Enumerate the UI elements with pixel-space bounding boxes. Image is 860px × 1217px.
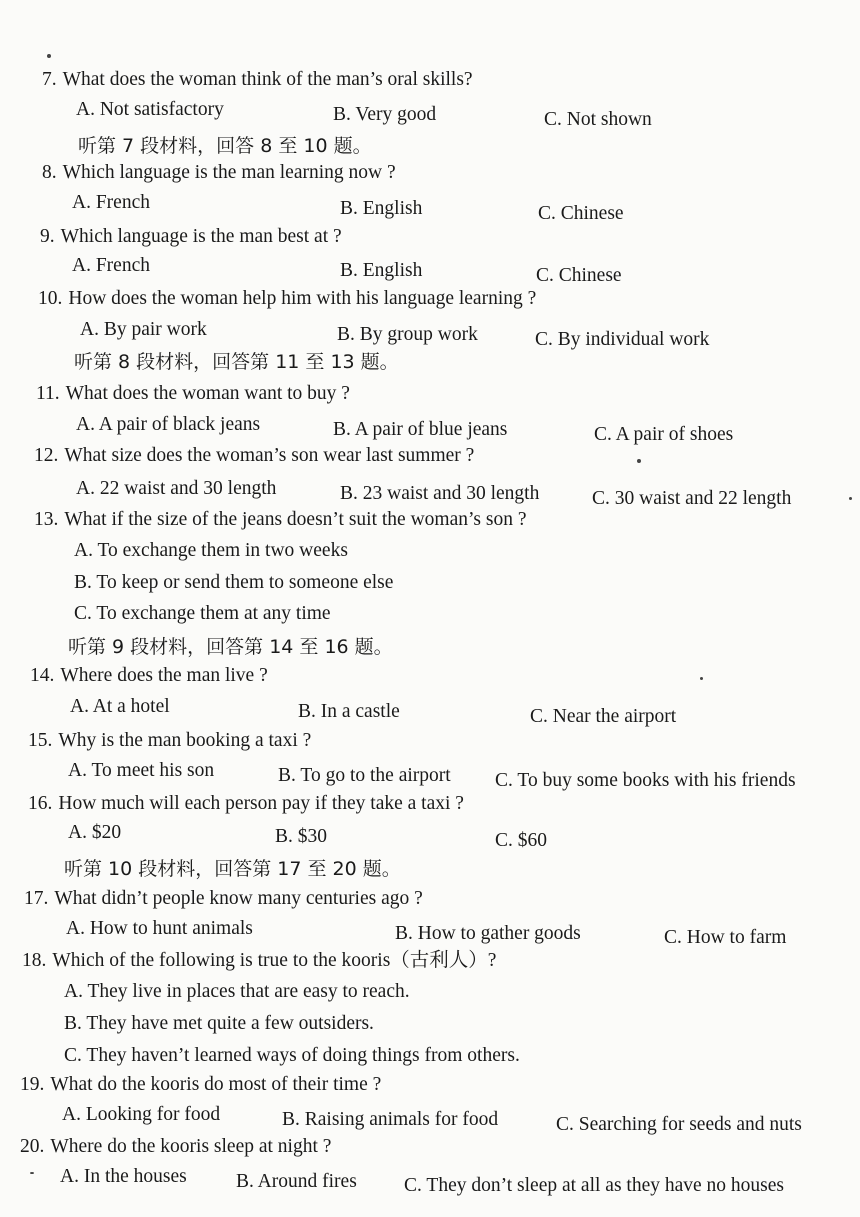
question-17: 17. What didn’t people know many centuries ago ? [24,888,423,909]
option-11a: A. A pair of black jeans [76,414,261,435]
question-9: 9. Which language is the man best at ? [40,226,342,247]
question-10: 10. How does the woman help him with his language learning ? [38,288,537,309]
option-19c: C. Searching for seeds and nuts [556,1114,802,1135]
option-20c: C. They don’t sleep at all as they have no houses [404,1175,784,1196]
question-19: 19. What do the kooris do most of their time ? [20,1074,382,1095]
question-text: Which language is the man best at ? [60,226,342,247]
question-7: 7. What does the woman think of the man’s oral skills? [42,69,473,90]
option-14a: A. At a hotel [70,696,170,717]
option-8a: A. French [72,192,150,213]
scan-speck [47,54,51,58]
question-text: What do the kooris do most of their time ? [50,1074,382,1095]
option-20b: B. Around fires [236,1171,357,1192]
option-8b: B. English [340,198,423,219]
option-13a: A. To exchange them in two weeks [74,540,348,561]
question-text: What does the woman want to buy ? [65,383,350,404]
question-text: Which language is the man learning now ? [62,162,396,183]
question-13: 13. What if the size of the jeans doesn’t suit the woman’s son ? [34,509,527,530]
question-14: 14. Where does the man live ? [30,665,268,686]
option-9b: B. English [340,260,423,281]
option-13b: B. To keep or send them to someone else [74,572,394,593]
option-15a: A. To meet his son [68,760,215,781]
section-instruction-10: 听第 10 段材料，回答第 17 至 20 题。 [64,858,401,880]
question-16: 16. How much will each person pay if they take a taxi ? [28,793,464,814]
option-12b: B. 23 waist and 30 length [340,483,540,504]
scan-speck [30,1172,34,1174]
option-9c: C. Chinese [536,265,622,286]
question-text: Where do the kooris sleep at night ? [50,1136,332,1157]
question-8: 8. Which language is the man learning now ? [42,162,396,183]
scan-speck [637,459,641,463]
option-12a: A. 22 waist and 30 length [76,478,277,499]
option-17c: C. How to farm [664,927,787,948]
question-text: What didn’t people know many centuries ago ? [54,888,423,909]
option-18b: B. They have met quite a few outsiders. [64,1013,374,1034]
question-18: 18. Which of the following is true to the kooris（古利人）? [22,950,497,971]
option-10a: A. By pair work [80,319,207,340]
option-18a: A. They live in places that are easy to reach. [64,981,410,1002]
option-16b: B. $30 [275,826,328,847]
section-instruction-8: 听第 8 段材料，回答第 11 至 13 题。 [74,351,399,373]
question-11: 11. What does the woman want to buy ? [36,383,350,404]
option-17a: A. How to hunt animals [66,918,253,939]
option-9a: A. French [72,255,150,276]
option-19b: B. Raising animals for food [282,1109,499,1130]
option-15b: B. To go to the airport [278,765,451,786]
question-text: Which of the following is true to the kooris（古利人）? [52,950,497,971]
scan-speck [849,497,852,500]
option-8c: C. Chinese [538,203,624,224]
question-text: Where does the man live ? [60,665,268,686]
option-17b: B. How to gather goods [395,923,581,944]
question-20: 20. Where do the kooris sleep at night ? [20,1136,332,1157]
option-18c: C. They haven’t learned ways of doing things from others. [64,1045,520,1066]
option-19a: A. Looking for food [62,1104,221,1125]
option-11c: C. A pair of shoes [594,424,734,445]
question-text: What if the size of the jeans doesn’t suit the woman’s son ? [64,509,527,530]
option-14b: B. In a castle [298,701,400,722]
question-text: How does the woman help him with his language learning ? [68,288,537,309]
option-10c: C. By individual work [535,329,710,350]
scan-speck [700,677,703,680]
option-11b: B. A pair of blue jeans [333,419,508,440]
question-text: Why is the man booking a taxi ? [58,730,312,751]
option-16c: C. $60 [495,830,548,851]
option-7b: B. Very good [333,104,437,125]
section-instruction-9: 听第 9 段材料，回答第 14 至 16 题。 [68,636,393,658]
option-14c: C. Near the airport [530,706,677,727]
question-15: 15. Why is the man booking a taxi ? [28,730,312,751]
option-7a: A. Not satisfactory [76,99,224,120]
option-12c: C. 30 waist and 22 length [592,488,792,509]
option-15c: C. To buy some books with his friends [495,770,796,791]
option-20a: A. In the houses [60,1166,187,1187]
question-text: What does the woman think of the man’s oral skills? [62,69,473,90]
question-text: What size does the woman’s son wear last summer ? [64,445,475,466]
option-16a: A. $20 [68,822,122,843]
option-10b: B. By group work [337,324,478,345]
option-13c: C. To exchange them at any time [74,603,331,624]
option-7c: C. Not shown [544,109,652,130]
question-12: 12. What size does the woman’s son wear last summer ? [34,445,475,466]
question-text: How much will each person pay if they take a taxi ? [58,793,464,814]
section-instruction-7: 听第 7 段材料，回答 8 至 10 题。 [78,135,372,157]
